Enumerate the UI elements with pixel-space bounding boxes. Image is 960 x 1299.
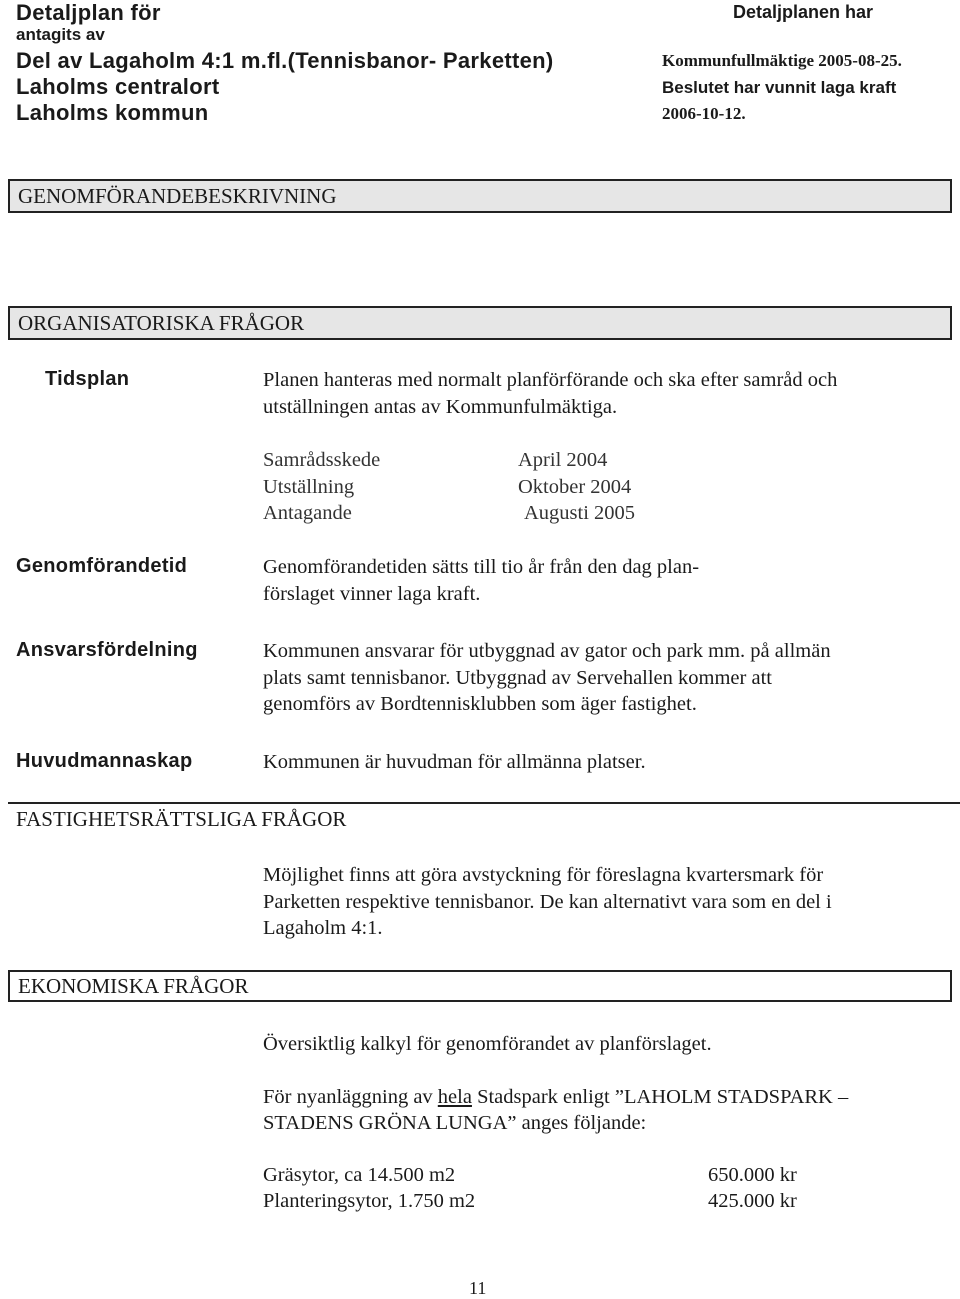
- ansvar-text-line2: plats samt tennisbanor. Utbyggnad av Servehallen kommer att: [263, 667, 772, 689]
- cost-item: Gräsytor, ca 14.500 m2: [263, 1164, 456, 1186]
- header-legal-force-date: 2006-10-12.: [662, 104, 746, 123]
- fastighet-text-line3: Lagaholm 4:1.: [263, 917, 383, 939]
- huvudman-text: Kommunen är huvudman för allmänna platser.: [263, 751, 646, 773]
- fastighet-text-line2: Parketten respektive tennisbanor. De kan alternativt vara som en del i: [263, 891, 832, 913]
- cost-amount: 650.000 kr: [708, 1164, 797, 1186]
- header-title: Detaljplan för: [16, 0, 161, 25]
- tidsplan-text-line1: Planen hanteras med normalt planförförande och ska efter samråd och: [263, 369, 838, 391]
- header-legal-force: Beslutet har vunnit laga kraft: [662, 78, 897, 97]
- ekonomi-paragraph-line1: [263, 1084, 848, 1111]
- label-tidsplan: Tidsplan: [45, 368, 130, 390]
- tidsplan-text-line2: utställningen antas av Kommunfulmäktiga.: [263, 396, 618, 418]
- label-genomforandetid: Genomförandetid: [16, 555, 188, 577]
- schedule-phase: Utställning: [263, 476, 355, 498]
- ekonomi-p2-after: Stadspark enligt ”LAHOLM STADSPARK –: [471, 1086, 849, 1108]
- main-title: GENOMFÖRANDEBESKRIVNING: [18, 184, 337, 208]
- header-adopted-by: antagits av: [16, 25, 105, 44]
- header-plan-name: Del av Lagaholm 4:1 m.fl.(Tennisbanor- Parketten): [16, 48, 554, 73]
- section-title-fastighet: FASTIGHETSRÄTTSLIGA FRÅGOR: [16, 807, 347, 831]
- label-huvudmannaskap: Huvudmannaskap: [16, 750, 193, 772]
- ansvar-text-line3: genomförs av Bordtennisklubben som äger fastighet.: [263, 693, 697, 715]
- section-banner-organisatoriska: [8, 306, 952, 340]
- label-ansvarsfordelning: Ansvarsfördelning: [16, 639, 198, 661]
- section-title-ekonomi: EKONOMISKA FRÅGOR: [18, 974, 249, 998]
- schedule-date: April 2004: [518, 449, 608, 471]
- ekonomi-paragraph-line2: STADENS GRÖNA LUNGA” anges följande:: [263, 1112, 647, 1134]
- header-decision-date: Kommunfullmäktige 2005-08-25.: [662, 51, 902, 70]
- section-banner-ekonomi: [8, 970, 952, 1002]
- section-title-organisatoriska: ORGANISATORISKA FRÅGOR: [18, 311, 305, 335]
- header-plan-status: Detaljplanen har: [733, 2, 874, 22]
- ekonomi-p2-underlined: hela: [437, 1086, 472, 1108]
- schedule-date: Augusti 2005: [524, 502, 636, 524]
- page-number: 11: [469, 1278, 487, 1298]
- header-locality: Laholms centralort: [16, 74, 220, 99]
- header-municipality: Laholms kommun: [16, 100, 209, 125]
- schedule-phase: Samrådsskede: [263, 449, 381, 471]
- ekonomi-p2-before: För nyanläggning av: [263, 1086, 438, 1108]
- ansvar-text-line1: Kommunen ansvarar för utbyggnad av gator och park mm. på allmän: [263, 640, 831, 662]
- main-title-banner: [8, 179, 952, 213]
- genomforandetid-text-line2: förslaget vinner laga kraft.: [263, 583, 481, 605]
- schedule-date: Oktober 2004: [518, 476, 632, 498]
- section-banner-fastighet: [8, 802, 960, 834]
- ekonomi-intro: Översiktlig kalkyl för genomförandet av planförslaget.: [263, 1033, 712, 1055]
- genomforandetid-text-line1: Genomförandetiden sätts till tio år från den dag plan-: [263, 556, 700, 578]
- fastighet-text-line1: Möjlighet finns att göra avstyckning för föreslagna kvartersmark för: [263, 864, 824, 886]
- cost-item: Planteringsytor, 1.750 m2: [263, 1190, 476, 1212]
- schedule-phase: Antagande: [263, 502, 352, 524]
- cost-amount: 425.000 kr: [708, 1190, 797, 1212]
